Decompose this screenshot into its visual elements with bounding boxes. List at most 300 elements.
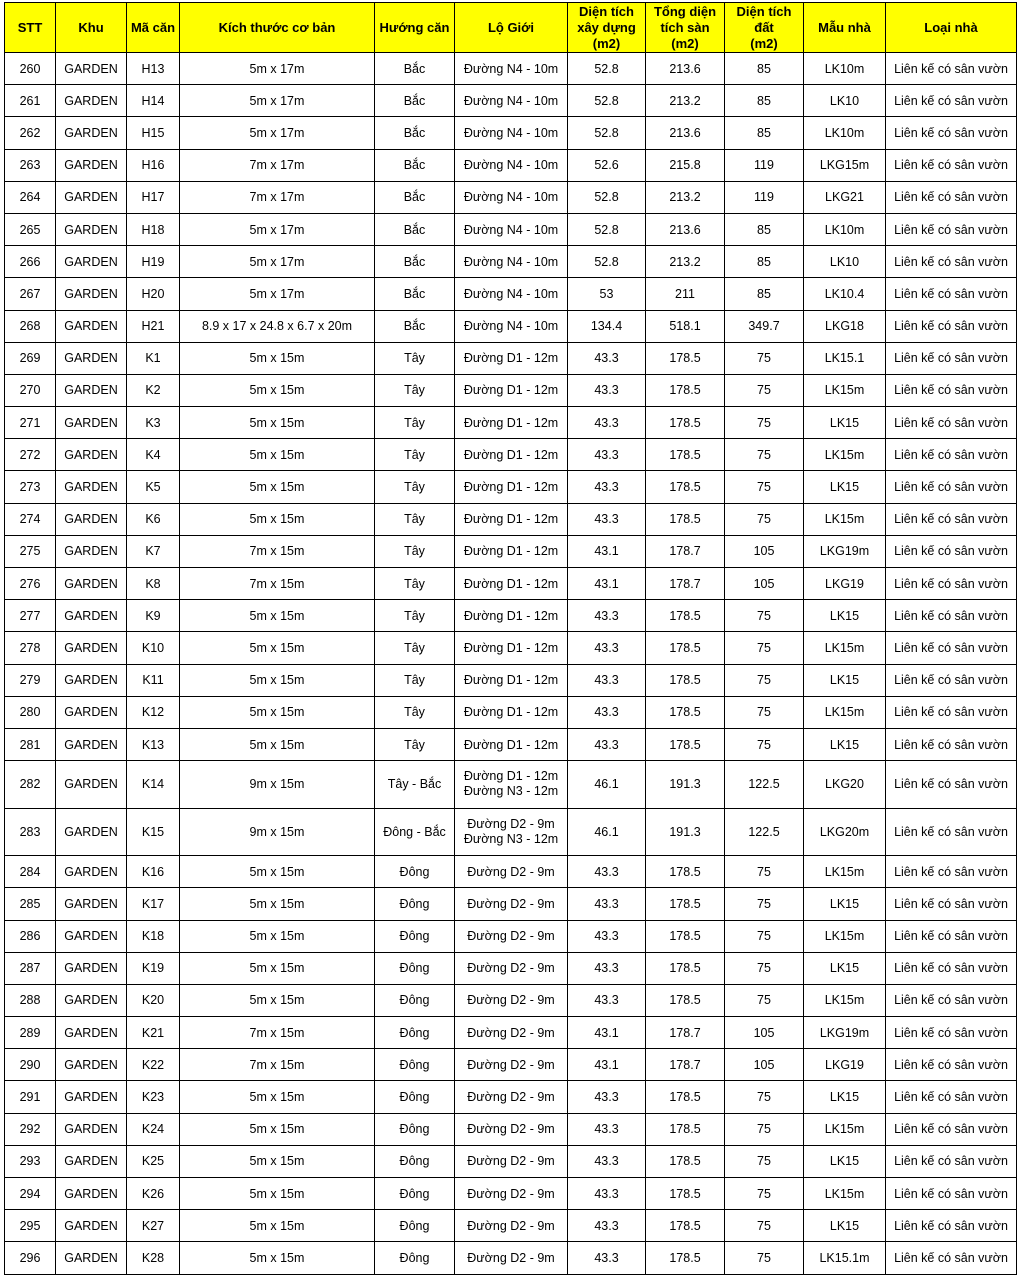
- table-row: [5, 920, 1017, 952]
- dien-tich-dat-cell: 105: [725, 1049, 804, 1081]
- table-row: [5, 278, 1017, 310]
- tong-dien-tich-san-cell: 213.6: [646, 117, 725, 149]
- khu-cell: GARDEN: [56, 888, 127, 920]
- lo-gioi-cell: Đường D1 - 12m: [455, 535, 568, 567]
- khu-cell: GARDEN: [56, 181, 127, 213]
- dien-tich-dat-cell: 75: [725, 888, 804, 920]
- loai-nha-cell: Liên kế có sân vườn: [886, 568, 1017, 600]
- dien-tich-dat-cell: 75: [725, 439, 804, 471]
- stt-cell: 263: [5, 149, 56, 181]
- header-cell-dien-tich-dat: Diện tích đất (m2): [725, 3, 804, 53]
- kich-thuoc-cell: 9m x 15m: [180, 808, 375, 856]
- tong-dien-tich-san-cell: 178.7: [646, 1017, 725, 1049]
- mau-nha-cell: LK15m: [804, 374, 886, 406]
- mau-nha-cell: LKG20: [804, 761, 886, 809]
- stt-cell: 296: [5, 1242, 56, 1274]
- ma-can-cell: K27: [127, 1210, 180, 1242]
- khu-cell: GARDEN: [56, 856, 127, 888]
- stt-cell: 290: [5, 1049, 56, 1081]
- mau-nha-cell: LK10: [804, 246, 886, 278]
- huong-can-cell: Tây: [375, 471, 455, 503]
- mau-nha-cell: LK15m: [804, 984, 886, 1016]
- lo-gioi-cell: Đường N4 - 10m: [455, 310, 568, 342]
- khu-cell: GARDEN: [56, 117, 127, 149]
- loai-nha-cell: Liên kế có sân vườn: [886, 85, 1017, 117]
- loai-nha-cell: Liên kế có sân vườn: [886, 278, 1017, 310]
- ma-can-cell: K1: [127, 342, 180, 374]
- huong-can-cell: Đông: [375, 1210, 455, 1242]
- tong-dien-tich-san-cell: 178.5: [646, 471, 725, 503]
- lo-gioi-cell: Đường N4 - 10m: [455, 278, 568, 310]
- table-row: [5, 728, 1017, 760]
- dien-tich-dat-cell: 75: [725, 920, 804, 952]
- kich-thuoc-cell: 5m x 17m: [180, 278, 375, 310]
- tong-dien-tich-san-cell: 213.6: [646, 53, 725, 85]
- dien-tich-dat-cell: 75: [725, 1145, 804, 1177]
- dien-tich-xay-dung-cell: 43.3: [568, 728, 646, 760]
- kich-thuoc-cell: 5m x 17m: [180, 53, 375, 85]
- stt-cell: 272: [5, 439, 56, 471]
- dien-tich-dat-cell: 75: [725, 952, 804, 984]
- dien-tich-dat-cell: 85: [725, 246, 804, 278]
- mau-nha-cell: LK10: [804, 85, 886, 117]
- tong-dien-tich-san-cell: 178.5: [646, 1210, 725, 1242]
- tong-dien-tich-san-cell: 178.5: [646, 984, 725, 1016]
- mau-nha-cell: LK10m: [804, 213, 886, 245]
- kich-thuoc-cell: 5m x 17m: [180, 85, 375, 117]
- tong-dien-tich-san-cell: 191.3: [646, 761, 725, 809]
- stt-cell: 276: [5, 568, 56, 600]
- table-row: [5, 471, 1017, 503]
- ma-can-cell: K18: [127, 920, 180, 952]
- dien-tich-dat-cell: 122.5: [725, 761, 804, 809]
- khu-cell: GARDEN: [56, 535, 127, 567]
- lo-gioi-cell: Đường D2 - 9m: [455, 952, 568, 984]
- tong-dien-tich-san-cell: 178.5: [646, 920, 725, 952]
- mau-nha-cell: LK15.1: [804, 342, 886, 374]
- khu-cell: GARDEN: [56, 439, 127, 471]
- dien-tich-xay-dung-cell: 52.8: [568, 85, 646, 117]
- table-row: [5, 1210, 1017, 1242]
- stt-cell: 284: [5, 856, 56, 888]
- tong-dien-tich-san-cell: 178.5: [646, 632, 725, 664]
- dien-tich-xay-dung-cell: 43.3: [568, 1113, 646, 1145]
- lo-gioi-cell: Đường D2 - 9m: [455, 1049, 568, 1081]
- dien-tich-xay-dung-cell: 43.3: [568, 1081, 646, 1113]
- header-cell-ma-can: Mã căn: [127, 3, 180, 53]
- lo-gioi-cell: Đường D1 - 12m: [455, 342, 568, 374]
- kich-thuoc-cell: 5m x 15m: [180, 1113, 375, 1145]
- dien-tich-dat-cell: 105: [725, 568, 804, 600]
- dien-tich-dat-cell: 75: [725, 342, 804, 374]
- dien-tich-dat-cell: 105: [725, 1017, 804, 1049]
- table-row: [5, 984, 1017, 1016]
- table-row: [5, 696, 1017, 728]
- tong-dien-tich-san-cell: 178.5: [646, 600, 725, 632]
- mau-nha-cell: LK10m: [804, 53, 886, 85]
- tong-dien-tich-san-cell: 211: [646, 278, 725, 310]
- ma-can-cell: K25: [127, 1145, 180, 1177]
- ma-can-cell: K16: [127, 856, 180, 888]
- table-row: [5, 1049, 1017, 1081]
- dien-tich-xay-dung-cell: 134.4: [568, 310, 646, 342]
- stt-cell: 270: [5, 374, 56, 406]
- kich-thuoc-cell: 5m x 15m: [180, 439, 375, 471]
- khu-cell: GARDEN: [56, 1145, 127, 1177]
- dien-tich-dat-cell: 105: [725, 535, 804, 567]
- lo-gioi-cell: Đường D1 - 12m: [455, 471, 568, 503]
- tong-dien-tich-san-cell: 191.3: [646, 808, 725, 856]
- dien-tich-xay-dung-cell: 43.3: [568, 664, 646, 696]
- header-cell-dien-tich-xay-dung: Diện tích xây dựng (m2): [568, 3, 646, 53]
- khu-cell: GARDEN: [56, 1081, 127, 1113]
- dien-tich-xay-dung-cell: 43.3: [568, 1210, 646, 1242]
- dien-tich-dat-cell: 75: [725, 407, 804, 439]
- ma-can-cell: H14: [127, 85, 180, 117]
- kich-thuoc-cell: 5m x 15m: [180, 1210, 375, 1242]
- ma-can-cell: H13: [127, 53, 180, 85]
- ma-can-cell: K7: [127, 535, 180, 567]
- dien-tich-xay-dung-cell: 43.3: [568, 952, 646, 984]
- dien-tich-xay-dung-cell: 43.1: [568, 568, 646, 600]
- lo-gioi-cell: Đường N4 - 10m: [455, 213, 568, 245]
- kich-thuoc-cell: 5m x 15m: [180, 1145, 375, 1177]
- lo-gioi-cell: Đường N4 - 10m: [455, 246, 568, 278]
- loai-nha-cell: Liên kế có sân vườn: [886, 181, 1017, 213]
- tong-dien-tich-san-cell: 178.5: [646, 374, 725, 406]
- table-row: [5, 664, 1017, 696]
- dien-tich-xay-dung-cell: 43.3: [568, 342, 646, 374]
- khu-cell: GARDEN: [56, 1017, 127, 1049]
- ma-can-cell: H18: [127, 213, 180, 245]
- kich-thuoc-cell: 5m x 15m: [180, 856, 375, 888]
- khu-cell: GARDEN: [56, 1210, 127, 1242]
- dien-tich-xay-dung-cell: 43.3: [568, 632, 646, 664]
- mau-nha-cell: LK15: [804, 952, 886, 984]
- huong-can-cell: Bắc: [375, 246, 455, 278]
- tong-dien-tich-san-cell: 178.5: [646, 1178, 725, 1210]
- huong-can-cell: Đông: [375, 952, 455, 984]
- table-row: [5, 600, 1017, 632]
- mau-nha-cell: LK15m: [804, 856, 886, 888]
- table-row: [5, 1081, 1017, 1113]
- tong-dien-tich-san-cell: 178.5: [646, 856, 725, 888]
- kich-thuoc-cell: 5m x 15m: [180, 471, 375, 503]
- loai-nha-cell: Liên kế có sân vườn: [886, 696, 1017, 728]
- huong-can-cell: Đông: [375, 1081, 455, 1113]
- huong-can-cell: Đông: [375, 1242, 455, 1274]
- huong-can-cell: Bắc: [375, 53, 455, 85]
- ma-can-cell: K24: [127, 1113, 180, 1145]
- khu-cell: GARDEN: [56, 1049, 127, 1081]
- dien-tich-xay-dung-cell: 43.3: [568, 1178, 646, 1210]
- kich-thuoc-cell: 5m x 15m: [180, 503, 375, 535]
- ma-can-cell: K9: [127, 600, 180, 632]
- dien-tich-dat-cell: 85: [725, 117, 804, 149]
- huong-can-cell: Đông: [375, 1049, 455, 1081]
- dien-tich-dat-cell: 75: [725, 1210, 804, 1242]
- table-row: [5, 761, 1017, 809]
- lo-gioi-cell: Đường D1 - 12m: [455, 632, 568, 664]
- ma-can-cell: K12: [127, 696, 180, 728]
- dien-tich-xay-dung-cell: 43.3: [568, 407, 646, 439]
- tong-dien-tich-san-cell: 178.5: [646, 1242, 725, 1274]
- tong-dien-tich-san-cell: 178.7: [646, 568, 725, 600]
- tong-dien-tich-san-cell: 213.2: [646, 181, 725, 213]
- stt-cell: 275: [5, 535, 56, 567]
- loai-nha-cell: Liên kế có sân vườn: [886, 856, 1017, 888]
- kich-thuoc-cell: 5m x 15m: [180, 407, 375, 439]
- loai-nha-cell: Liên kế có sân vườn: [886, 213, 1017, 245]
- dien-tich-xay-dung-cell: 43.3: [568, 1242, 646, 1274]
- khu-cell: GARDEN: [56, 85, 127, 117]
- ma-can-cell: H17: [127, 181, 180, 213]
- dien-tich-dat-cell: 85: [725, 278, 804, 310]
- dien-tich-dat-cell: 75: [725, 600, 804, 632]
- lo-gioi-cell: Đường D2 - 9m: [455, 888, 568, 920]
- dien-tich-xay-dung-cell: 52.8: [568, 213, 646, 245]
- dien-tich-dat-cell: 75: [725, 984, 804, 1016]
- dien-tich-dat-cell: 75: [725, 728, 804, 760]
- stt-cell: 291: [5, 1081, 56, 1113]
- lo-gioi-cell: Đường D2 - 9m: [455, 1017, 568, 1049]
- tong-dien-tich-san-cell: 178.5: [646, 439, 725, 471]
- khu-cell: GARDEN: [56, 568, 127, 600]
- huong-can-cell: Bắc: [375, 310, 455, 342]
- lo-gioi-cell: Đường D1 - 12m: [455, 439, 568, 471]
- dien-tich-dat-cell: 75: [725, 856, 804, 888]
- mau-nha-cell: LK15: [804, 1145, 886, 1177]
- loai-nha-cell: Liên kế có sân vườn: [886, 1145, 1017, 1177]
- dien-tich-xay-dung-cell: 43.3: [568, 503, 646, 535]
- ma-can-cell: K8: [127, 568, 180, 600]
- dien-tich-xay-dung-cell: 43.1: [568, 535, 646, 567]
- ma-can-cell: K21: [127, 1017, 180, 1049]
- stt-cell: 265: [5, 213, 56, 245]
- khu-cell: GARDEN: [56, 664, 127, 696]
- khu-cell: GARDEN: [56, 1242, 127, 1274]
- loai-nha-cell: Liên kế có sân vườn: [886, 632, 1017, 664]
- huong-can-cell: Đông - Bắc: [375, 808, 455, 856]
- mau-nha-cell: LKG19m: [804, 535, 886, 567]
- table-row: [5, 632, 1017, 664]
- stt-cell: 268: [5, 310, 56, 342]
- stt-cell: 262: [5, 117, 56, 149]
- lo-gioi-cell: Đường D2 - 9m: [455, 1113, 568, 1145]
- huong-can-cell: Tây: [375, 439, 455, 471]
- tong-dien-tich-san-cell: 178.5: [646, 728, 725, 760]
- stt-cell: 274: [5, 503, 56, 535]
- tong-dien-tich-san-cell: 213.2: [646, 246, 725, 278]
- table-row: [5, 439, 1017, 471]
- table-row: [5, 1113, 1017, 1145]
- lo-gioi-cell: Đường D2 - 9m: [455, 1242, 568, 1274]
- table-row: [5, 53, 1017, 85]
- table-row: [5, 808, 1017, 856]
- table-row: [5, 568, 1017, 600]
- khu-cell: GARDEN: [56, 149, 127, 181]
- tong-dien-tich-san-cell: 178.5: [646, 952, 725, 984]
- dien-tich-dat-cell: 349.7: [725, 310, 804, 342]
- mau-nha-cell: LK15: [804, 728, 886, 760]
- loai-nha-cell: Liên kế có sân vườn: [886, 149, 1017, 181]
- table-row: [5, 407, 1017, 439]
- kich-thuoc-cell: 5m x 15m: [180, 984, 375, 1016]
- huong-can-cell: Đông: [375, 984, 455, 1016]
- ma-can-cell: K28: [127, 1242, 180, 1274]
- huong-can-cell: Tây - Bắc: [375, 761, 455, 809]
- kich-thuoc-cell: 5m x 15m: [180, 888, 375, 920]
- huong-can-cell: Tây: [375, 535, 455, 567]
- mau-nha-cell: LK15m: [804, 1178, 886, 1210]
- tong-dien-tich-san-cell: 178.5: [646, 888, 725, 920]
- khu-cell: GARDEN: [56, 53, 127, 85]
- dien-tich-dat-cell: 75: [725, 696, 804, 728]
- kich-thuoc-cell: 5m x 15m: [180, 696, 375, 728]
- dien-tich-xay-dung-cell: 52.8: [568, 117, 646, 149]
- stt-cell: 269: [5, 342, 56, 374]
- table-body: [5, 53, 1017, 1275]
- dien-tich-xay-dung-cell: 43.1: [568, 1017, 646, 1049]
- table-row: [5, 85, 1017, 117]
- khu-cell: GARDEN: [56, 600, 127, 632]
- kich-thuoc-cell: 5m x 17m: [180, 246, 375, 278]
- khu-cell: GARDEN: [56, 213, 127, 245]
- dien-tich-xay-dung-cell: 52.8: [568, 246, 646, 278]
- stt-cell: 293: [5, 1145, 56, 1177]
- mau-nha-cell: LK15: [804, 1210, 886, 1242]
- stt-cell: 271: [5, 407, 56, 439]
- khu-cell: GARDEN: [56, 310, 127, 342]
- kich-thuoc-cell: 5m x 17m: [180, 213, 375, 245]
- table-row: [5, 888, 1017, 920]
- khu-cell: GARDEN: [56, 808, 127, 856]
- loai-nha-cell: Liên kế có sân vườn: [886, 439, 1017, 471]
- huong-can-cell: Bắc: [375, 85, 455, 117]
- table-row: [5, 374, 1017, 406]
- lo-gioi-cell: Đường D1 - 12m: [455, 568, 568, 600]
- khu-cell: GARDEN: [56, 1178, 127, 1210]
- header-cell-khu: Khu: [56, 3, 127, 53]
- lo-gioi-cell: Đường D2 - 9m: [455, 1178, 568, 1210]
- stt-cell: 292: [5, 1113, 56, 1145]
- kich-thuoc-cell: 5m x 15m: [180, 1081, 375, 1113]
- loai-nha-cell: Liên kế có sân vườn: [886, 407, 1017, 439]
- tong-dien-tich-san-cell: 178.7: [646, 535, 725, 567]
- dien-tich-xay-dung-cell: 43.3: [568, 439, 646, 471]
- mau-nha-cell: LKG19: [804, 1049, 886, 1081]
- tong-dien-tich-san-cell: 178.5: [646, 1145, 725, 1177]
- header-cell-kich-thuoc: Kích thước cơ bản: [180, 3, 375, 53]
- dien-tich-xay-dung-cell: 43.3: [568, 984, 646, 1016]
- kich-thuoc-cell: 7m x 17m: [180, 149, 375, 181]
- dien-tich-xay-dung-cell: 43.3: [568, 696, 646, 728]
- lo-gioi-cell: Đường D1 - 12m: [455, 374, 568, 406]
- mau-nha-cell: LK15m: [804, 632, 886, 664]
- loai-nha-cell: Liên kế có sân vườn: [886, 920, 1017, 952]
- kich-thuoc-cell: 5m x 15m: [180, 632, 375, 664]
- ma-can-cell: K10: [127, 632, 180, 664]
- kich-thuoc-cell: 7m x 17m: [180, 181, 375, 213]
- dien-tich-xay-dung-cell: 52.8: [568, 181, 646, 213]
- loai-nha-cell: Liên kế có sân vườn: [886, 535, 1017, 567]
- mau-nha-cell: LK15: [804, 888, 886, 920]
- stt-cell: 267: [5, 278, 56, 310]
- table-row: [5, 117, 1017, 149]
- dien-tich-xay-dung-cell: 43.3: [568, 1145, 646, 1177]
- tong-dien-tich-san-cell: 178.7: [646, 1049, 725, 1081]
- table-row: [5, 856, 1017, 888]
- mau-nha-cell: LK15: [804, 407, 886, 439]
- huong-can-cell: Tây: [375, 696, 455, 728]
- mau-nha-cell: LKG19: [804, 568, 886, 600]
- khu-cell: GARDEN: [56, 374, 127, 406]
- mau-nha-cell: LK15m: [804, 920, 886, 952]
- ma-can-cell: K22: [127, 1049, 180, 1081]
- table-row: [5, 1017, 1017, 1049]
- stt-cell: 289: [5, 1017, 56, 1049]
- dien-tich-xay-dung-cell: 53: [568, 278, 646, 310]
- loai-nha-cell: Liên kế có sân vườn: [886, 600, 1017, 632]
- khu-cell: GARDEN: [56, 761, 127, 809]
- loai-nha-cell: Liên kế có sân vườn: [886, 728, 1017, 760]
- table-row: [5, 181, 1017, 213]
- dien-tich-xay-dung-cell: 46.1: [568, 808, 646, 856]
- stt-cell: 283: [5, 808, 56, 856]
- dien-tich-dat-cell: 75: [725, 374, 804, 406]
- mau-nha-cell: LKG21: [804, 181, 886, 213]
- ma-can-cell: H20: [127, 278, 180, 310]
- loai-nha-cell: Liên kế có sân vườn: [886, 246, 1017, 278]
- kich-thuoc-cell: 5m x 15m: [180, 728, 375, 760]
- ma-can-cell: K15: [127, 808, 180, 856]
- kich-thuoc-cell: 5m x 15m: [180, 952, 375, 984]
- tong-dien-tich-san-cell: 178.5: [646, 1081, 725, 1113]
- loai-nha-cell: Liên kế có sân vườn: [886, 1081, 1017, 1113]
- kich-thuoc-cell: 5m x 15m: [180, 374, 375, 406]
- ma-can-cell: K26: [127, 1178, 180, 1210]
- loai-nha-cell: Liên kế có sân vườn: [886, 952, 1017, 984]
- khu-cell: GARDEN: [56, 696, 127, 728]
- kich-thuoc-cell: 7m x 15m: [180, 568, 375, 600]
- khu-cell: GARDEN: [56, 728, 127, 760]
- loai-nha-cell: Liên kế có sân vườn: [886, 808, 1017, 856]
- stt-cell: 273: [5, 471, 56, 503]
- dien-tich-xay-dung-cell: 52.6: [568, 149, 646, 181]
- ma-can-cell: K20: [127, 984, 180, 1016]
- ma-can-cell: K17: [127, 888, 180, 920]
- stt-cell: 277: [5, 600, 56, 632]
- header-cell-huong-can: Hướng căn: [375, 3, 455, 53]
- dien-tich-dat-cell: 75: [725, 1178, 804, 1210]
- khu-cell: GARDEN: [56, 342, 127, 374]
- mau-nha-cell: LKG18: [804, 310, 886, 342]
- tong-dien-tich-san-cell: 178.5: [646, 1113, 725, 1145]
- huong-can-cell: Tây: [375, 600, 455, 632]
- tong-dien-tich-san-cell: 178.5: [646, 696, 725, 728]
- dien-tich-xay-dung-cell: 52.8: [568, 53, 646, 85]
- ma-can-cell: K6: [127, 503, 180, 535]
- stt-cell: 260: [5, 53, 56, 85]
- lo-gioi-cell: Đường N4 - 10m: [455, 85, 568, 117]
- table-row: [5, 1145, 1017, 1177]
- table-row: [5, 1242, 1017, 1274]
- table-row: [5, 149, 1017, 181]
- ma-can-cell: K23: [127, 1081, 180, 1113]
- lo-gioi-cell: Đường D1 - 12m: [455, 664, 568, 696]
- lo-gioi-cell: Đường D1 - 12m: [455, 407, 568, 439]
- stt-cell: 288: [5, 984, 56, 1016]
